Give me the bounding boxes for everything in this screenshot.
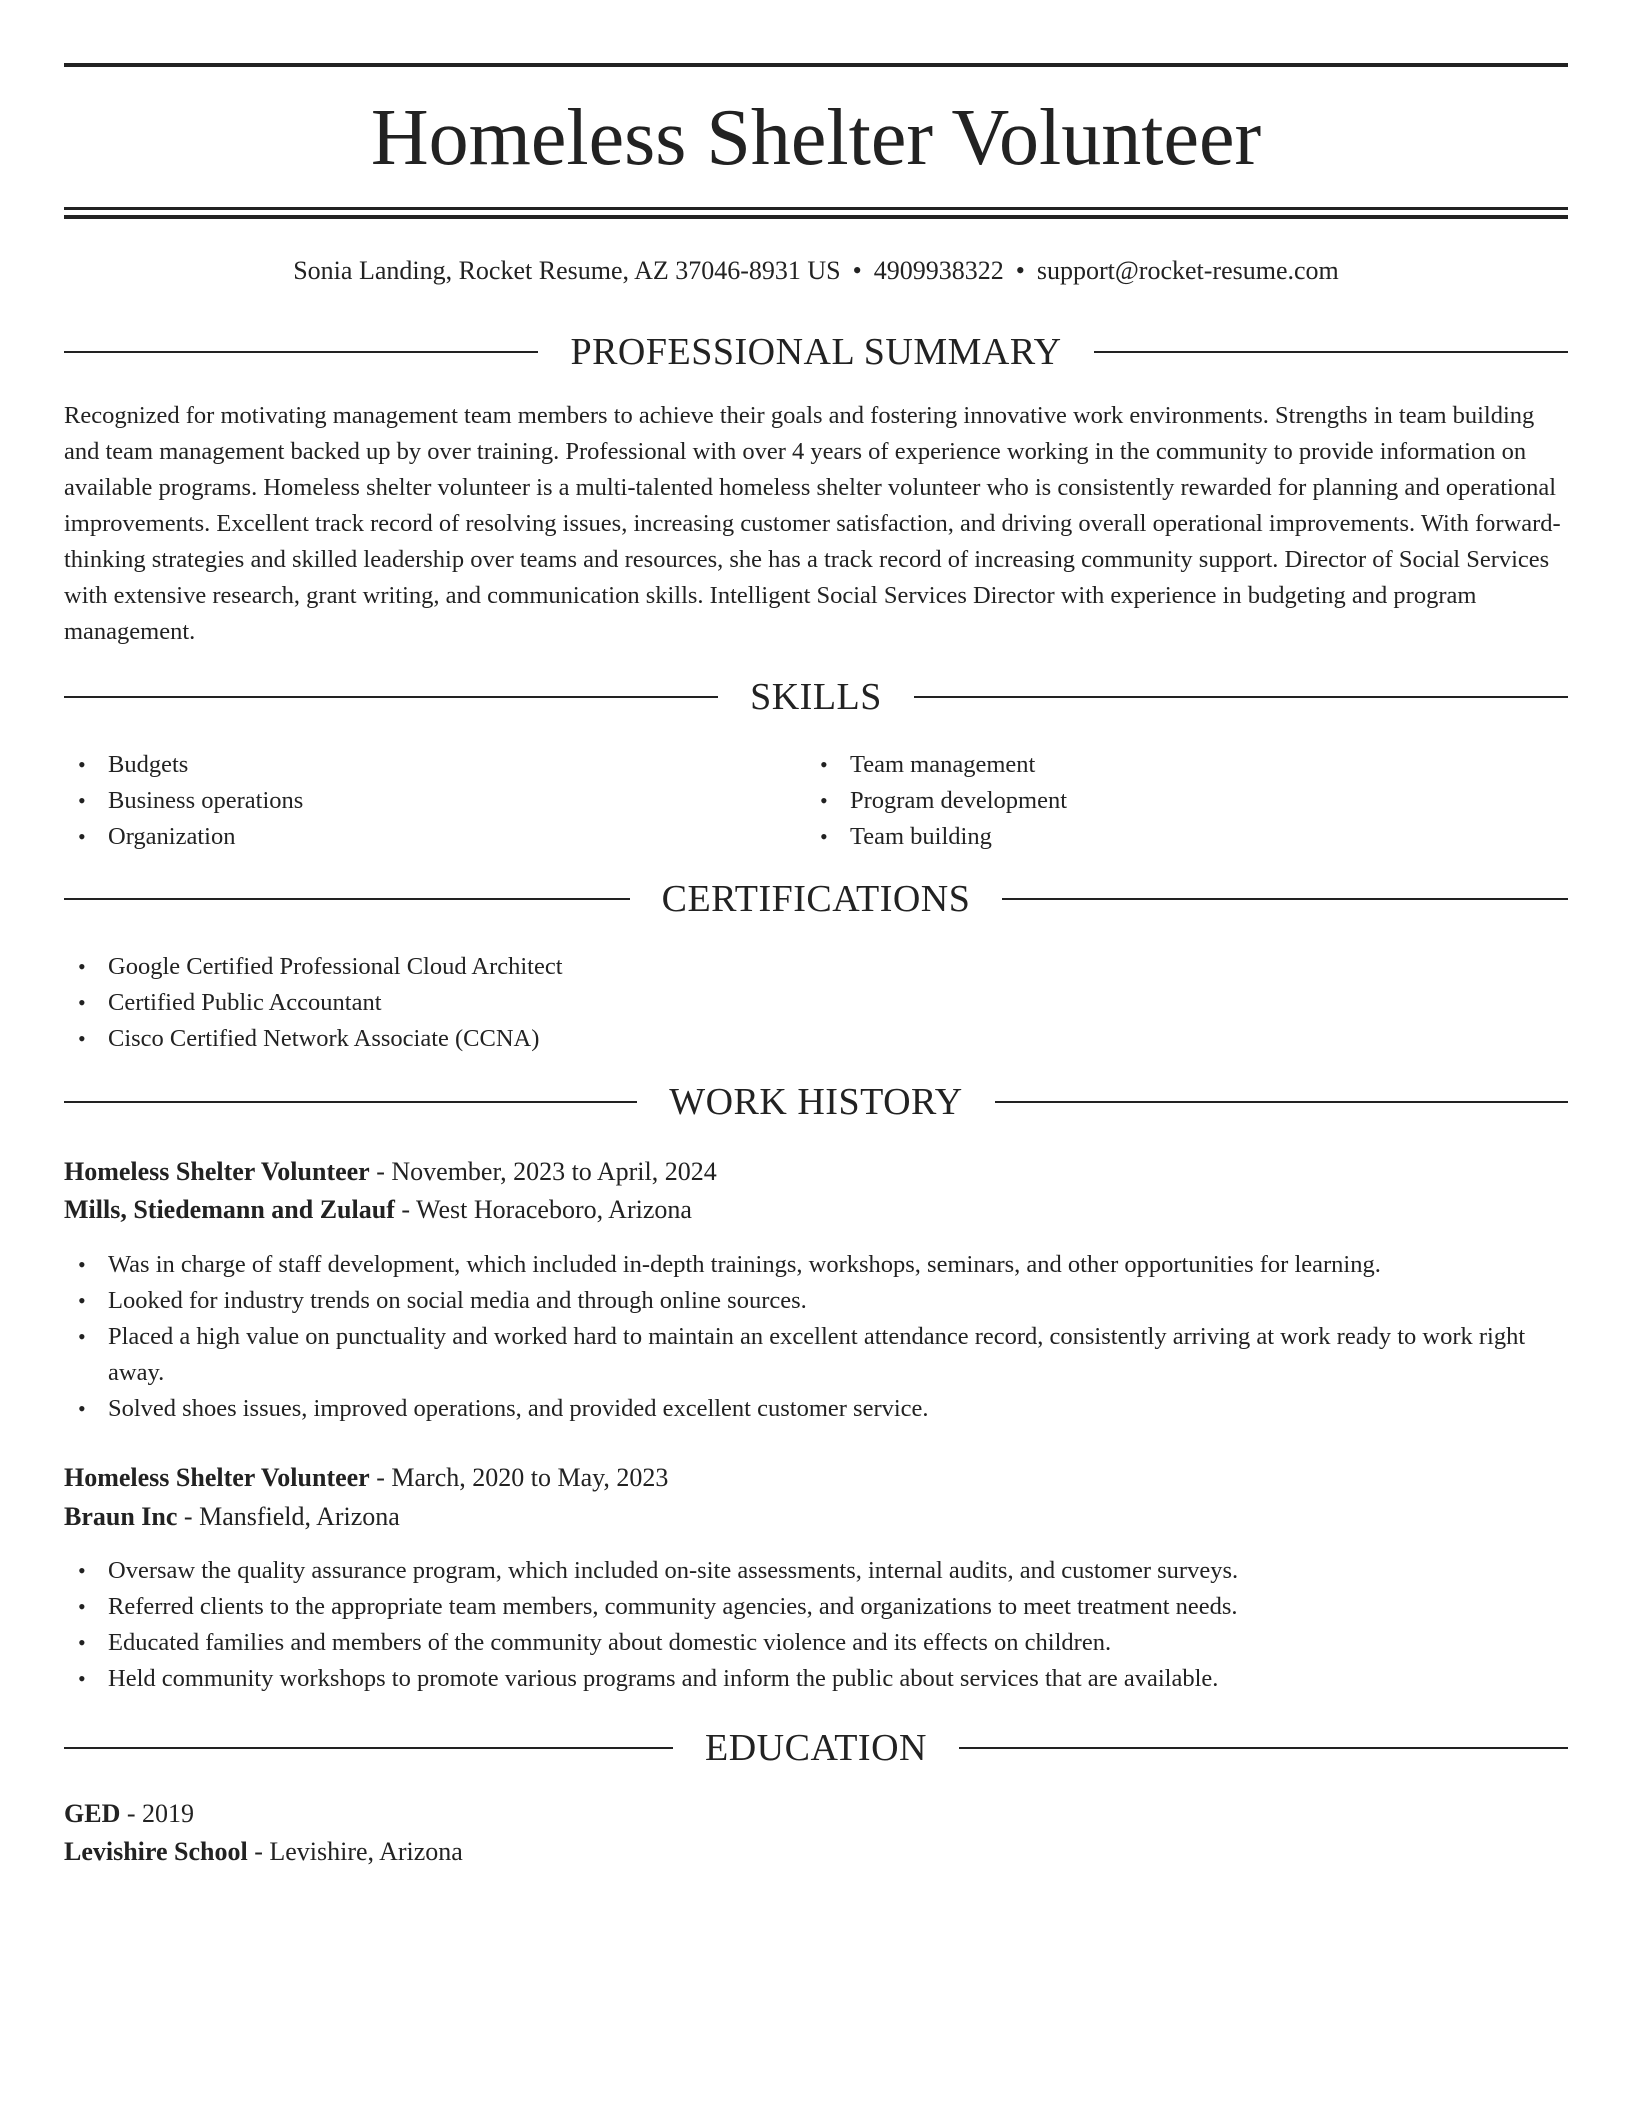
education-school-line bbox=[64, 1834, 1568, 1870]
resume-title: Homeless Shelter Volunteer bbox=[370, 94, 1262, 182]
job-duty: • Held community workshops to promote various programs and inform the public about services that are available. bbox=[64, 1661, 1568, 1697]
skills-list-left bbox=[64, 747, 804, 855]
education-year: - 2019 bbox=[126, 1799, 195, 1828]
education-heading-label: EDUCATION bbox=[705, 1727, 927, 1769]
title-rule-lower bbox=[64, 215, 1568, 219]
summary-heading bbox=[64, 332, 1568, 372]
job-company-line bbox=[64, 1192, 1568, 1228]
heading-rule bbox=[64, 351, 538, 353]
job-duty: • Referred clients to the appropriate team members, community agencies, and organizations to meet treatment needs. bbox=[64, 1589, 1568, 1625]
job-dates: - March, 2020 to May, 2023 bbox=[376, 1463, 669, 1492]
contact-separator: • bbox=[1015, 256, 1025, 285]
heading-rule bbox=[64, 1747, 673, 1749]
job-duties-list bbox=[64, 1553, 1568, 1697]
skills-heading-label: SKILLS bbox=[750, 676, 882, 718]
education-degree-line bbox=[64, 1796, 1568, 1832]
education-school: Levishire School bbox=[64, 1837, 248, 1866]
job-location: - Mansfield, Arizona bbox=[183, 1502, 400, 1531]
certifications-heading-label: CERTIFICATIONS bbox=[661, 878, 971, 920]
job-duties-list bbox=[64, 1247, 1568, 1427]
work-history-heading-label: WORK HISTORY bbox=[669, 1081, 963, 1123]
skill-item: • Team building bbox=[806, 819, 1566, 855]
certifications-list bbox=[64, 949, 1564, 1057]
skill-item: • Program development bbox=[806, 783, 1566, 819]
education-location: - Levishire, Arizona bbox=[254, 1837, 463, 1866]
education-degree: GED bbox=[64, 1799, 121, 1828]
job-title-line bbox=[64, 1460, 1568, 1496]
job-duty: • Oversaw the quality assurance program, which included on-site assessments, internal audits, and customer surveys. bbox=[64, 1553, 1568, 1589]
skill-item: • Organization bbox=[64, 819, 804, 855]
contact-line bbox=[64, 254, 1568, 288]
education-heading bbox=[64, 1728, 1568, 1768]
heading-rule bbox=[64, 696, 718, 698]
summary-heading-label: PROFESSIONAL SUMMARY bbox=[570, 331, 1062, 373]
skills-heading bbox=[64, 677, 1568, 717]
job-location: - West Horaceboro, Arizona bbox=[401, 1195, 692, 1224]
certification-item: • Cisco Certified Network Associate (CCNA) bbox=[64, 1021, 1564, 1057]
skills-list-right bbox=[806, 747, 1566, 855]
job-duty: • Was in charge of staff development, which included in-depth trainings, workshops, seminars, and other opportunities for learning. bbox=[64, 1247, 1568, 1283]
summary-text: Recognized for motivating management team members to achieve their goals and fostering innovative work environments. Strengths in team building and team management backed up by over training. Professional with over 4 years of experience working in the community to provide information on available programs. Homeless shelter volunteer is a multi-talented homeless shelter volunteer who is consistently rewarded for planning and operational improvements. Excellent track record of resolving issues, increasing customer satisfaction, and driving overall operational improvements. With forward-thinking strategies and skilled leadership over teams and resources, she has a track record of increasing community support. Director of Social Services with extensive research, grant writing, and communication skills. Intelligent Social Services Director with experience in budgeting and program management. bbox=[64, 402, 1561, 645]
job-duty: • Solved shoes issues, improved operations, and provided excellent customer service. bbox=[64, 1391, 1568, 1427]
job-company: Mills, Stiedemann and Zulauf bbox=[64, 1195, 395, 1224]
heading-rule bbox=[995, 1101, 1568, 1103]
job-duty: • Looked for industry trends on social media and through online sources. bbox=[64, 1283, 1568, 1319]
skill-item: • Team management bbox=[806, 747, 1566, 783]
heading-rule bbox=[1094, 351, 1568, 353]
top-rule bbox=[64, 63, 1568, 67]
job-title: Homeless Shelter Volunteer bbox=[64, 1463, 370, 1492]
job-company: Braun Inc bbox=[64, 1502, 178, 1531]
job-title-line bbox=[64, 1154, 1568, 1190]
job-dates: - November, 2023 to April, 2024 bbox=[376, 1157, 717, 1186]
job-duty: • Placed a high value on punctuality and worked hard to maintain an excellent attendance record, consistently arriving at work ready to work right away. bbox=[64, 1319, 1568, 1391]
work-history-heading bbox=[64, 1082, 1568, 1122]
certification-item: • Certified Public Accountant bbox=[64, 985, 1564, 1021]
job-title: Homeless Shelter Volunteer bbox=[64, 1157, 370, 1186]
certifications-heading bbox=[64, 879, 1568, 919]
heading-rule bbox=[914, 696, 1568, 698]
heading-rule bbox=[64, 898, 630, 900]
skill-item: • Business operations bbox=[64, 783, 804, 819]
job-company-line bbox=[64, 1499, 1568, 1535]
job-duty: • Educated families and members of the community about domestic violence and its effects on children. bbox=[64, 1625, 1568, 1661]
title-rule-upper bbox=[64, 207, 1568, 210]
heading-rule bbox=[1002, 898, 1568, 900]
skill-item: • Budgets bbox=[64, 747, 804, 783]
certification-item: • Google Certified Professional Cloud Architect bbox=[64, 949, 1564, 985]
heading-rule bbox=[64, 1101, 637, 1103]
contact-address: Sonia Landing, Rocket Resume, AZ 37046-8931 US bbox=[293, 256, 841, 285]
heading-rule bbox=[959, 1747, 1568, 1749]
contact-email: support@rocket-resume.com bbox=[1036, 256, 1339, 285]
contact-separator: • bbox=[852, 256, 862, 285]
contact-phone: 4909938322 bbox=[873, 256, 1004, 285]
